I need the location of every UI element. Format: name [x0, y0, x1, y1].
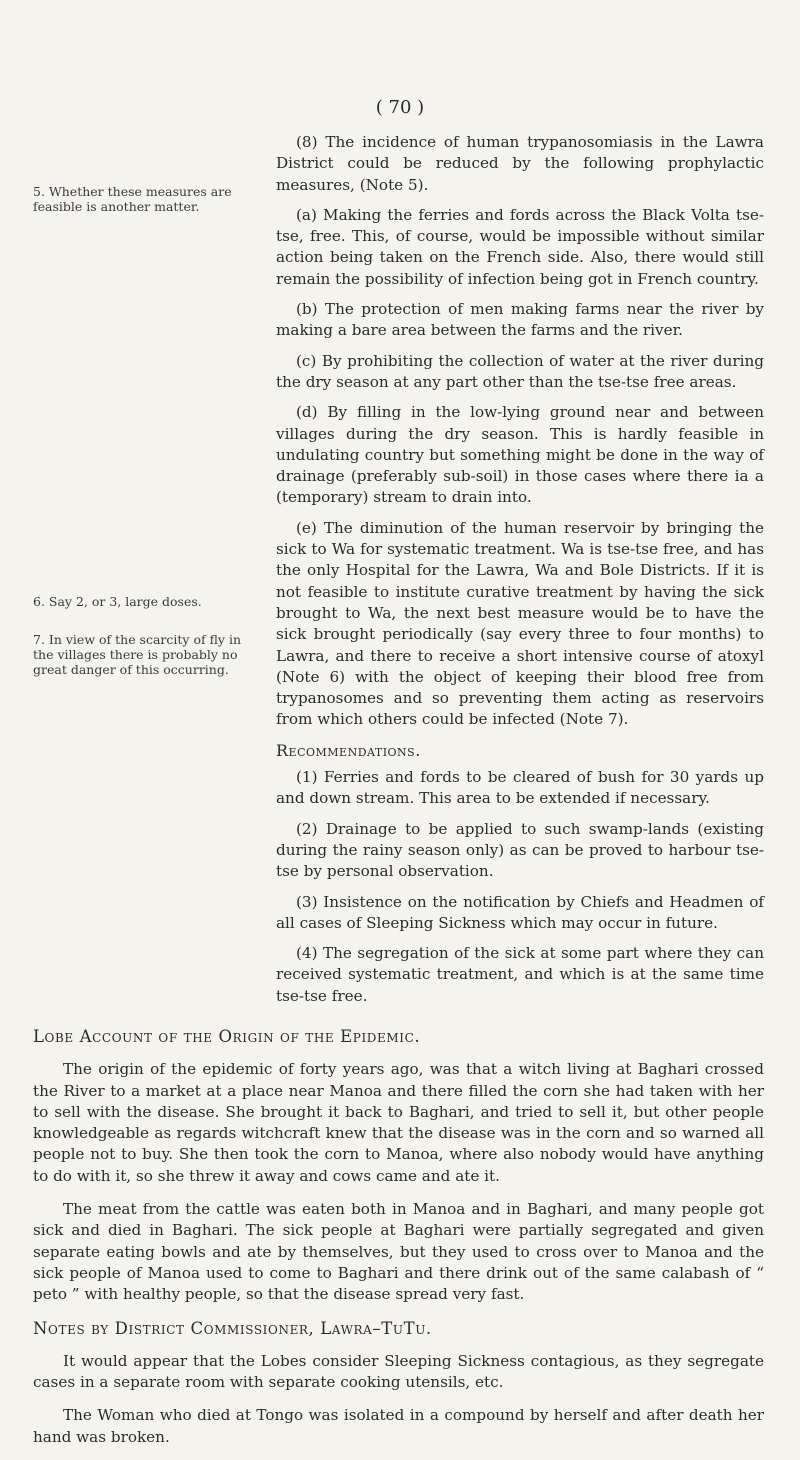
recommendation-1: (1) Ferries and fords to be cleared of bush for 30 yards up and down stream. This area to be extended if necessary. [276, 768, 764, 808]
full-width-section [33, 1026, 764, 1460]
margin-note-6: 6. Say 2, or 3, large doses. [33, 594, 202, 609]
recommendation-3: (3) Insistence on the notification by Chiefs and Headmen of all cases of Sleeping Sickness which may occur in future. [276, 892, 764, 932]
notes-paragraph-2: The Woman who died at Tongo was isolated in a compound by herself and after death her hand was broken. [33, 1406, 764, 1446]
measure-c: (c) By prohibiting the collection of water at the river during the dry season at any part other than the tse-tse free areas. [276, 351, 764, 391]
lobe-paragraph-1: The origin of the epidemic of forty years ago, was that a witch living at Baghari crossed the River to a market at a place near Manoa and there filled the corn she had taken with her to sell with the disease. She brought it back to Baghari, and tried to sell it, but other people knowledgeable as regards witchcraft knew that the disease was in the corn and so warned all people not to buy. She then took the corn to Manoa, where also nobody would have anything to do with it, so she threw it away and cows came and ate it. [33, 1060, 764, 1185]
notes-heading: Notes by District Commissioner, Lawra–TuTu. [33, 1318, 432, 1338]
recommendation-4: (4) The segregation of the sick at some part where they can received systematic treatment, and which is at the same time tse-tse free. [276, 944, 764, 1005]
lobe-paragraph-2: The meat from the cattle was eaten both in Manoa and in Baghari, and many people got sick and died in Baghari. The sick people at Baghari were partially segregated and given separate eating bowls and ate by themselves, but they used to cross over to Manoa and the sick people of Manoa used to come to Baghari and there drink out of the same calabash of “ peto ” with healthy people, so that the disease spread very fast. [33, 1200, 764, 1304]
intro-paragraph: (8) The incidence of human trypanosomiasis in the Lawra District could be reduced by the following prophylactic measures, (Note 5). [276, 133, 764, 194]
recommendation-2: (2) Drainage to be applied to such swamp-lands (existing during the rainy season only) as can be proved to harbour tse-tse by personal observation. [276, 819, 764, 881]
notes-paragraph-1: It would appear that the Lobes consider Sleeping Sickness contagious, as they segregate cases in a separate room with separate cooking utensils, etc. [33, 1351, 764, 1392]
margin-note-5: 5. Whether these measures are feasible is another matter. [33, 184, 232, 214]
recommendations-heading: Recommendations. [276, 740, 421, 760]
measure-d: (d) By filling in the low-lying ground near and between villages during the dry season. This is hardly feasible in undulating country but something might be done in the way of drainage (preferably sub-soil) in those cases where there ia a (temporary) stream to drain into. [276, 403, 764, 507]
lobe-heading: Lobe Account of the Origin of the Epidemic. [33, 1027, 421, 1046]
main-column [276, 132, 764, 1016]
margin-note-7: 7. In view of the scarcity of fly in the villages there is probably no great danger of this occurring. [33, 632, 242, 677]
page-number: ( 70 ) [375, 97, 425, 118]
measure-a: (a) Making the ferries and fords across the Black Volta tse-tse, free. This, of course, would be impossible without similar action being taken on the French side. Also, there would still remain the possibility of infection being got in French country. [276, 205, 764, 288]
measure-e: (e) The diminution of the human reservoir by bringing the sick to Wa for systematic treatment. Wa is tse-tse free, and has the only Hospital for the Lawra, Wa and Bole Districts. If it is not feasible to institute curative treatment by having the sick brought to Wa, the next best measure would be to have the sick brought periodically (say every three to four months) to Lawra, and there to receive a short intensive course of atoxyl (Note 6) with the object of keeping their blood free from trypanosomes and so preventing them acting as reservoirs from which others could be infected (Note 7). [276, 518, 764, 729]
measure-b: (b) The protection of men making farms near the river by making a bare area between the farms and the river. [276, 300, 764, 340]
